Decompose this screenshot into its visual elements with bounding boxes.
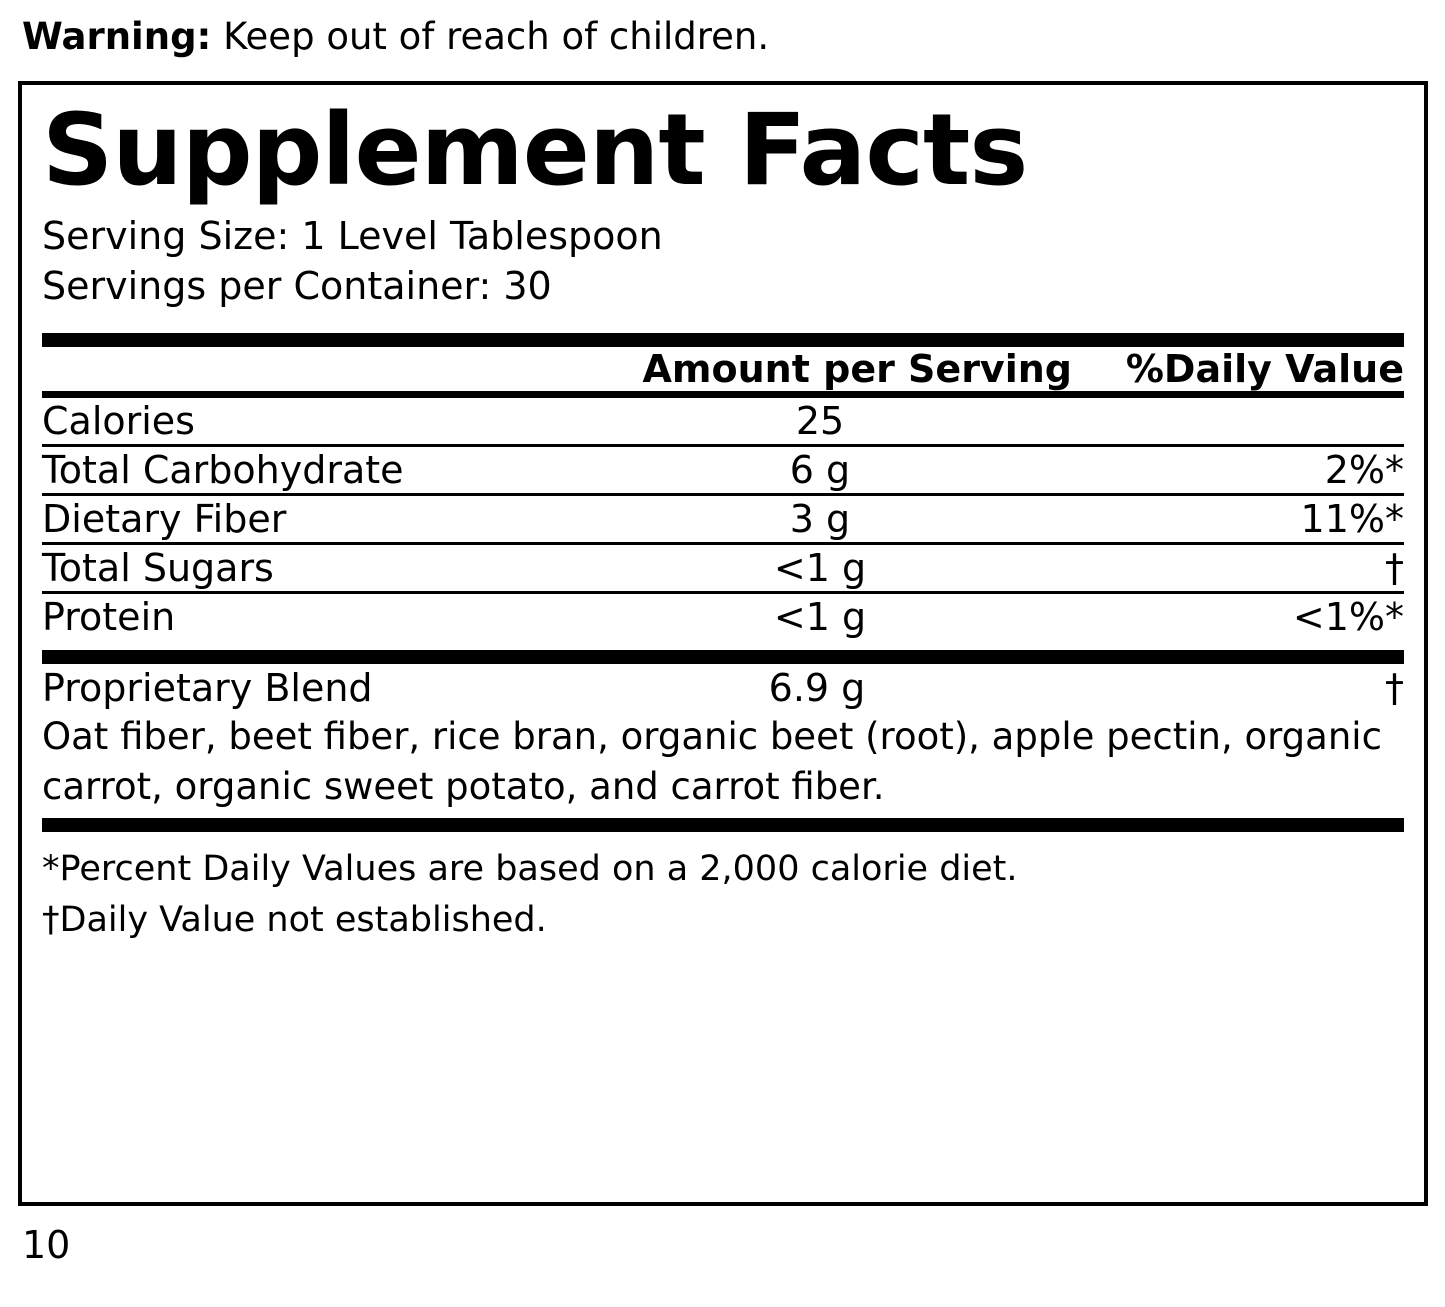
row-label-proprietary-blend: Proprietary Blend (42, 666, 373, 710)
nutrition-table (42, 347, 1404, 640)
panel-title (42, 93, 1404, 208)
page-number: 10 (22, 1223, 71, 1267)
warning-label: Warning: (22, 15, 212, 58)
footnotes (42, 832, 1404, 946)
row-label-dietary-fiber: Dietary Fiber (42, 497, 287, 541)
table-row (42, 447, 1404, 493)
table-row (42, 496, 1404, 542)
header-amount-per-serving: Amount per Serving (642, 347, 1072, 391)
row-label-total-carbohydrate: Total Carbohydrate (42, 448, 404, 492)
panel-title-word-facts: Facts (738, 93, 1028, 208)
panel-title-word-supplement: Supplement (42, 93, 705, 208)
proprietary-blend-table (42, 664, 1404, 812)
divider-thick-top (42, 333, 1404, 347)
row-dv-calories (1078, 398, 1404, 444)
proprietary-blend-ingredients: Oat fiber, beet fiber, rice bran, organic beet (root), apple pectin, organic carrot, organic sweet potato, and carrot fiber. (42, 715, 1382, 808)
servings-per-container: Servings per Container: 30 (42, 264, 552, 308)
row-amount-protein: <1 g (773, 595, 867, 639)
table-row (42, 594, 1404, 640)
row-dv-proprietary-blend: † (1385, 666, 1404, 710)
row-amount-proprietary-blend: 6.9 g (768, 666, 866, 710)
footnote-dv-not-established: †Daily Value not established. (42, 900, 547, 940)
table-row (42, 664, 1404, 712)
footnote-daily-values: *Percent Daily Values are based on a 2,000 calorie diet. (42, 849, 1018, 889)
row-label-protein: Protein (42, 595, 176, 639)
serving-info (42, 211, 1404, 311)
row-dv-dietary-fiber: 11%* (1300, 497, 1404, 541)
warning-text: Keep out of reach of children. (223, 15, 770, 58)
warning-line (22, 14, 769, 60)
divider-thick-bottom (42, 818, 1404, 832)
header-daily-value: %Daily Value (1125, 347, 1404, 391)
supplement-facts-panel (18, 81, 1428, 1206)
row-dv-protein: <1%* (1292, 595, 1404, 639)
row-amount-total-carbohydrate: 6 g (789, 448, 851, 492)
table-header-row (42, 347, 1404, 391)
row-amount-total-sugars: <1 g (773, 546, 867, 590)
header-blank (42, 347, 562, 391)
row-amount-dietary-fiber: 3 g (789, 497, 851, 541)
divider-thick-middle (42, 650, 1404, 664)
row-dv-total-sugars: † (1385, 546, 1404, 590)
row-label-total-sugars: Total Sugars (42, 546, 274, 590)
row-label-calories: Calories (42, 399, 195, 443)
serving-size: Serving Size: 1 Level Tablespoon (42, 214, 663, 258)
row-dv-total-carbohydrate: 2%* (1324, 448, 1404, 492)
table-row (42, 545, 1404, 591)
divider-medium-under-header (42, 391, 1404, 398)
table-row (42, 398, 1404, 444)
row-amount-calories: 25 (795, 399, 845, 443)
